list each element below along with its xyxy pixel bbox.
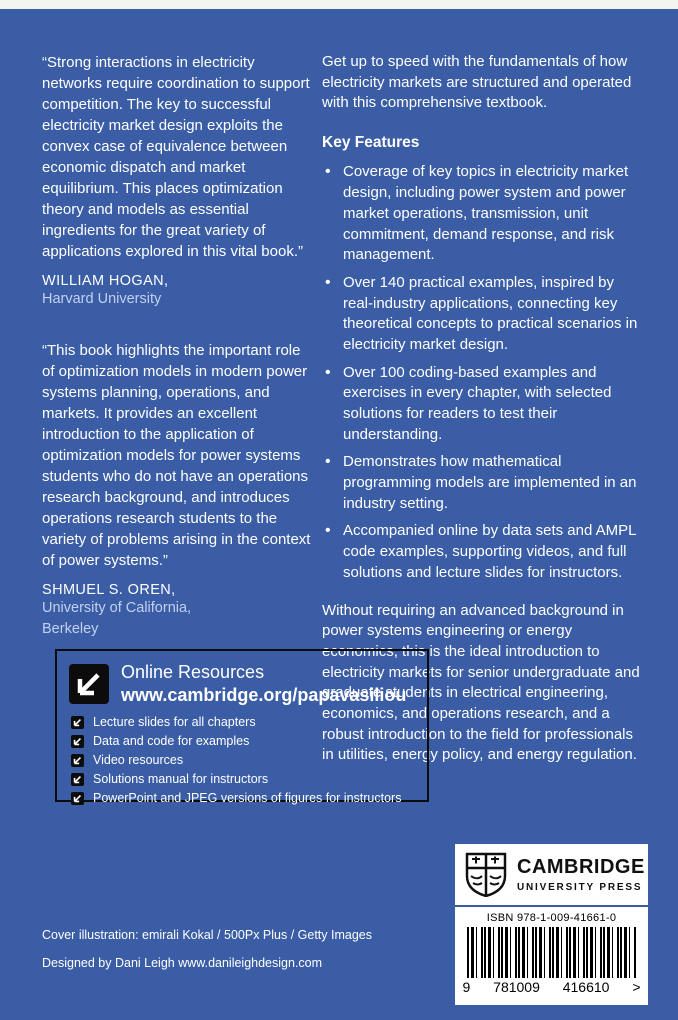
blurb-intro: Get up to speed with the fundamentals of how electricity markets are structured and operated with this comprehensive textbook. [322, 53, 632, 112]
blurb-outro: Without requiring an advanced background in power systems engineering or energy economics, this is the ideal introduction to electricity markets for senior undergraduate and graduate students in electrical engineering, economics, and operations research, and a robust introduction to the field for professionals in utilities, energy policy, and energy regulation. [322, 601, 640, 764]
barcode-chevron: > [632, 979, 641, 995]
endorsement-quote [42, 52, 314, 309]
key-features-list [322, 162, 646, 583]
key-features-heading: Key Features [322, 134, 420, 152]
endorsement-quote [42, 340, 314, 639]
online-resources-list [57, 715, 427, 805]
key-feature-item: • Coverage of key topics in electricity market design, including power system and power market operations, transmission, unit commitment, demand response, and risk management. [322, 162, 646, 265]
cover-illustration-credit: Cover illustration: emirali Kokal / 500Px Plus / Getty Images [42, 928, 372, 942]
isbn-label: ISBN 978-1-009-41661-0 [486, 912, 617, 924]
arrow-bullet-icon [71, 735, 84, 748]
endorsements-column [42, 52, 314, 639]
barcode-digit-group: 416610 [562, 979, 610, 995]
key-feature-item: • Demonstrates how mathematical programming models are implemented in an industry setting. [322, 452, 646, 514]
publisher-logo-panel [455, 844, 648, 905]
barcode-digit-group: 9 [462, 979, 471, 995]
resource-item [71, 753, 427, 767]
barcode-digits [463, 979, 641, 995]
arrow-bullet-icon [71, 716, 84, 729]
resource-item-label: Lecture slides for all chapters [93, 715, 256, 729]
online-resources-header [57, 651, 427, 708]
arrow-bullet-icon [71, 773, 84, 786]
quote-text: “Strong interactions in electricity networks require coordination to support competition. The key to successful electricity market design exploits the convex case of equivalence between economic dispatch and market equilibrium. This places optimization theory and models as essential ingredients for the great variety of applications explored in this vital book.” [42, 54, 310, 260]
quote-author: SHMUEL S. OREN, [42, 582, 176, 599]
arrow-bullet-icon [71, 792, 84, 805]
quote-affiliation: University of California, [42, 600, 192, 617]
resource-item-label: PowerPoint and JPEG versions of figures for instructors [93, 791, 402, 805]
online-resources-arrow-icon [69, 664, 109, 704]
key-feature-item: • Over 140 practical examples, inspired by real-industry applications, connecting key theoretical concepts to practical scenarios in electricity market design. [322, 273, 646, 356]
publisher-subname: UNIVERSITY PRESS [517, 881, 643, 893]
quote-author: WILLIAM HOGAN, [42, 273, 169, 289]
barcode [467, 927, 637, 978]
page-top-edge [0, 0, 678, 9]
barcode-digit-group: 781009 [493, 979, 540, 995]
key-feature-item: • Accompanied online by data sets and AMPL code examples, supporting videos, and full solutions and lecture slides for instructors. [322, 521, 646, 583]
quote-affiliation: Berkeley [42, 620, 99, 637]
quote-text: “This book highlights the important role of optimization models in modern power systems planning, operations, and markets. It provides an excellent introduction to the application of optimization models for power systems students who do not have an operations research background, and introduces operations research students to the variety of problems arising in the context of power systems.” [42, 342, 311, 570]
resource-item [71, 734, 427, 748]
publisher-wordmark [517, 857, 645, 893]
online-resources-title: Online Resources [121, 662, 265, 682]
resource-item-label: Solutions manual for instructors [93, 772, 269, 786]
resource-item-label: Video resources [93, 753, 184, 767]
arrow-bullet-icon [71, 754, 84, 767]
publisher-name: CAMBRIDGE [517, 855, 645, 878]
barcode-panel [455, 907, 648, 1005]
resource-item [71, 715, 427, 729]
online-resources-box [55, 649, 429, 805]
resource-item-label: Data and code for examples [93, 734, 250, 748]
credits [42, 928, 372, 984]
online-resources-url: www.cambridge.org/papavasiliou [121, 684, 407, 705]
online-resources-titles [121, 661, 406, 706]
designer-credit: Designed by Dani Leigh www.danileighdesign.com [42, 956, 323, 970]
quote-affiliation: Harvard University [42, 291, 162, 307]
resource-item [71, 791, 427, 805]
key-feature-item: • Over 100 coding-based examples and exercises in every chapter, with selected solutions for readers to test their understanding. [322, 363, 646, 446]
resource-item [71, 772, 427, 786]
cambridge-shield-icon [465, 852, 507, 897]
